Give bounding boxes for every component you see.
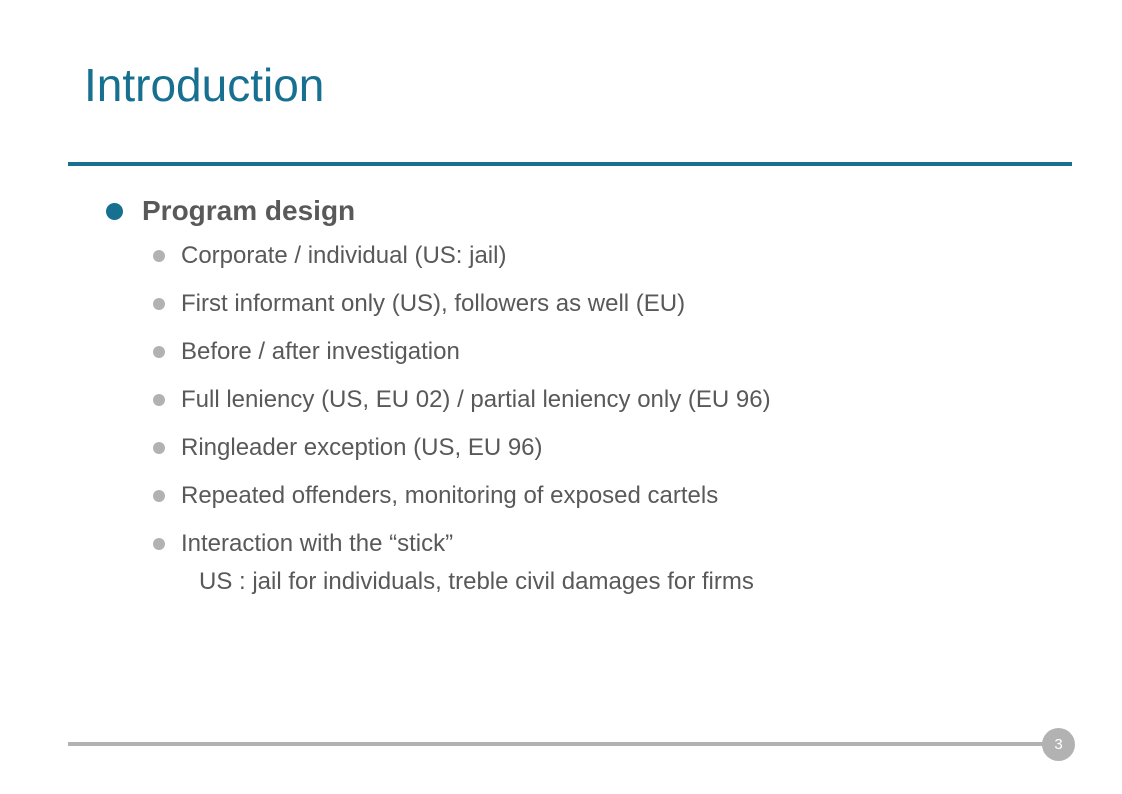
list-item — [153, 337, 771, 367]
list-item-label: Interaction with the “stick” — [181, 530, 454, 557]
primary-bullet-dot-icon — [106, 203, 123, 220]
list-item-text: First informant only (US), followers as well (EU) — [181, 290, 686, 317]
section-bullet — [106, 194, 355, 228]
title-divider — [68, 162, 1072, 166]
page-number-badge: 3 — [1042, 728, 1075, 761]
list-item-text: Repeated offenders, monitoring of exposed cartels — [181, 482, 719, 509]
list-item — [153, 385, 771, 415]
list-item-text: Corporate / individual (US: jail) — [181, 242, 507, 269]
list-item — [153, 289, 771, 319]
secondary-bullet-dot-icon — [153, 298, 165, 310]
secondary-bullet-dot-icon — [153, 490, 165, 502]
secondary-bullet-dot-icon — [153, 250, 165, 262]
secondary-bullet-dot-icon — [153, 346, 165, 358]
secondary-bullet-dot-icon — [153, 442, 165, 454]
slide-title: Introduction — [84, 59, 325, 111]
list-item-text — [181, 529, 754, 597]
list-item-text: Ringleader exception (US, EU 96) — [181, 434, 543, 461]
section-heading: Program design — [142, 195, 356, 226]
secondary-bullet-dot-icon — [153, 394, 165, 406]
secondary-bullet-dot-icon — [153, 538, 165, 550]
list-item — [153, 481, 771, 511]
list-item — [153, 433, 771, 463]
list-item-text: Before / after investigation — [181, 338, 460, 365]
bullet-list — [153, 241, 771, 615]
list-item — [153, 529, 771, 597]
list-item-text: Full leniency (US, EU 02) / partial leniency only (EU 96) — [181, 386, 771, 413]
list-item — [153, 241, 771, 271]
list-item-note: US : jail for individuals, treble civil damages for firms — [199, 568, 754, 595]
footer-divider — [68, 742, 1048, 746]
